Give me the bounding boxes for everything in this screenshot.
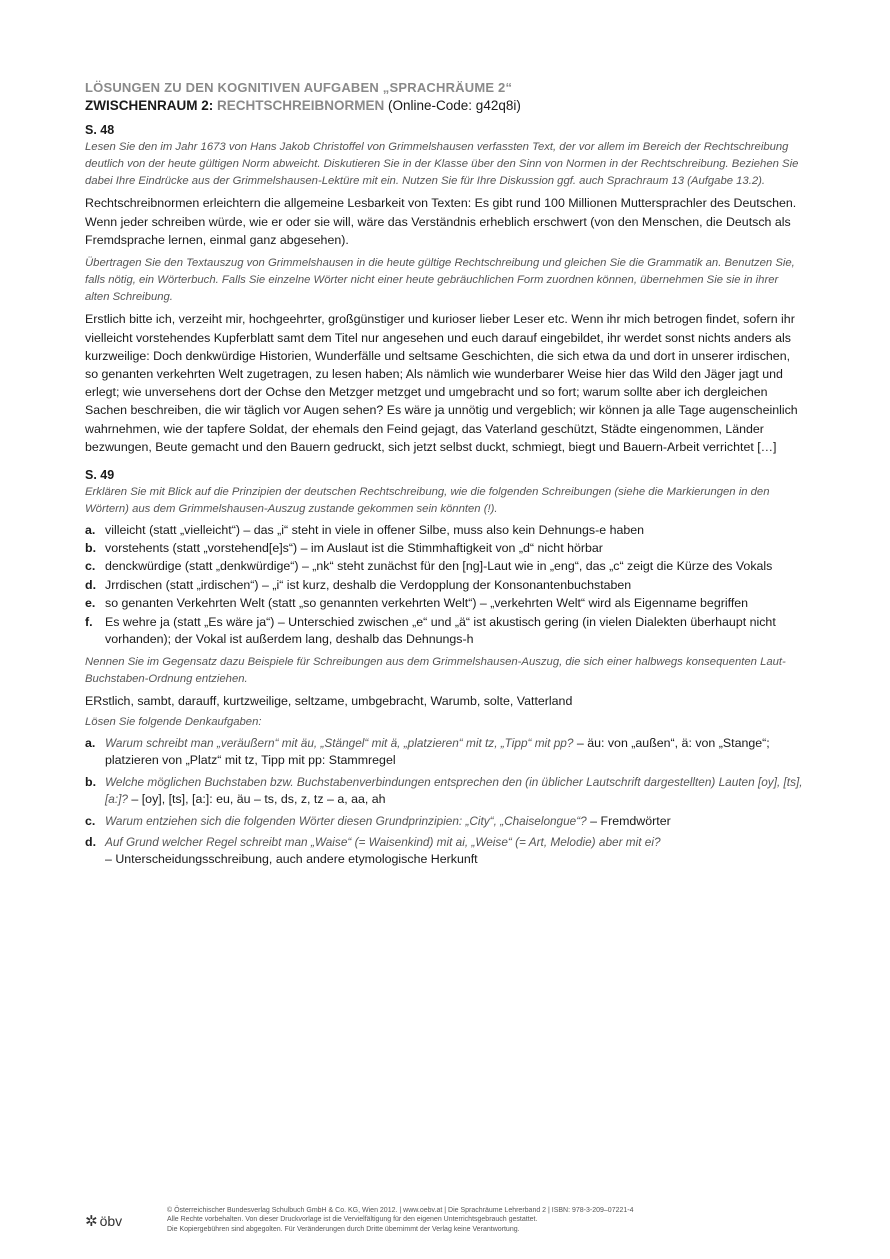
- task-item: [85, 774, 805, 809]
- list-item-label: d.: [85, 577, 97, 592]
- list-item-label: b.: [85, 541, 97, 556]
- list-item-label: c.: [85, 559, 96, 574]
- task-instruction: Erklären Sie mit Blick auf die Prinzipien der deutschen Rechtschreibung, wie die folgenden Schreibungen (siehe die Markierungen in den Wörtern) aus dem Grimmelshausen-Auszug zustande gekommen sein könnten (!).: [85, 486, 770, 515]
- list-item: [85, 614, 805, 649]
- list-item-text: Es wehre ja (statt „Es wäre ja“) – Unterschied zwischen „e“ und „ä“ ist akustisch gering (in vielen Dialekten überhaupt nicht vorhanden); der Vokal ist außerdem lang, deshalb das Dehnungs-h: [105, 614, 776, 647]
- list-item-text: denckwürdige (statt „denkwürdige“) – „nk“ steht zunächst für den [ng]-Laut wie in „eng“, das „c“ zeigt die Kürze des Vokals: [105, 559, 773, 574]
- list-item-text: Jrrdischen (statt „irdischen“) – „i“ ist kurz, deshalb die Verdopplung der Konsonantenbuchstaben: [105, 577, 632, 592]
- task-instruction: Nennen Sie im Gegensatz dazu Beispiele für Schreibungen aus dem Grimmelshausen-Auszug, die sich einer halbwegs konsequenten Laut-Buchstaben-Ordnung entziehen.: [85, 656, 786, 686]
- publisher-logo: [85, 1212, 122, 1230]
- task-question: Welche möglichen Buchstaben bzw. Buchstabenverbindungen entsprechen den (in üblicher Lautschrift dargestellten) Lauten [oy], [ts], [a:]?: [105, 774, 803, 807]
- task-question: Warum schreibt man „veräußern“ mit äu, „Stängel“ mit ä, „platzieren“ mit tz, „Tipp“ mit pp?: [105, 736, 574, 751]
- list-item: [85, 522, 805, 539]
- task-item: [85, 735, 805, 770]
- copyright-line: Alle Rechte vorbehalten. Von dieser Druckvorlage ist die Vervielfältigung für den eigenen Unterrichtsgebrauch gestattet.: [167, 1216, 538, 1224]
- answer-text: ERstlich, sambt, darauff, kurtzweilige, seltzame, umbgebracht, Warumb, solte, Vatterland: [85, 694, 573, 709]
- task-answer: – [oy], [ts], [a:]: eu, äu – ts, ds, z, tz – a, aa, ah: [127, 792, 386, 807]
- task-label: c.: [85, 813, 96, 828]
- answer-text: Rechtschreibnormen erleichtern die allgemeine Lesbarkeit von Texten: Es gibt rund 100 Millionen Muttersprachler des Deutschen. Wenn jeder schreiben würde, wie er oder sie will, wäre das Verständnis erheblich erschwert (von den Menschen, die Deutsch als Fremdsprache lernen, einmal ganz abgesehen).: [85, 196, 797, 247]
- document-page: [85, 80, 805, 875]
- list-item: [85, 540, 805, 557]
- task-instruction: Lesen Sie den im Jahr 1673 von Hans Jakob Christoffel von Grimmelshausen verfassten Text, der vor allem im Bereich der Rechtschreibung deutlich von der heute gültigen Norm abweicht. Diskutieren Sie in der Klasse über den Sinn von Normen in der Rechtschreibung. Beziehen Sie dabei Ihre Eindrücke aus der Grimmelshausen-Lektüre mit ein. Nutzen Sie für Ihre Diskussion ggf. auch Sprachraum 13 (Aufgabe 13.2).: [85, 141, 799, 187]
- list-item: [85, 595, 805, 612]
- task-answer: – Fremdwörter: [586, 813, 671, 828]
- section-title-topic: RECHTSCHREIBNORMEN: [217, 98, 385, 113]
- task-answer: – Unterscheidungsschreibung, auch andere etymologische Herkunft: [105, 852, 478, 867]
- task-item: [85, 834, 805, 869]
- copyright-line: Die Kopiergebühren sind abgegolten. Für Veränderungen durch Dritte übernimmt der Verlag keine Verantwortung.: [167, 1225, 520, 1233]
- task-instruction: Lösen Sie folgende Denkaufgaben:: [85, 716, 262, 729]
- list-item-text: vorstehents (statt „vorstehend[e]s“) – im Auslaut ist die Stimmhaftigkeit von „d“ nicht hörbar: [105, 541, 603, 556]
- section-title-prefix: ZWISCHENRAUM 2:: [85, 98, 217, 113]
- task-question: Auf Grund welcher Regel schreibt man „Waise“ (= Waisenkind) mit ai, „Weise“ (= Art, Melodie) aber mit ei?: [105, 835, 661, 850]
- document-kicker: LÖSUNGEN ZU DEN KOGNITIVEN AUFGABEN „SPRACHRÄUME 2“: [85, 80, 513, 95]
- page-ref-48: S. 48: [85, 123, 115, 137]
- list-item-label: f.: [85, 614, 93, 629]
- copyright-notice: [167, 1206, 634, 1234]
- page-footer: [85, 1206, 805, 1246]
- task-label: b.: [85, 774, 97, 789]
- list-item-text: villeicht (statt „vielleicht“) – das „i“ steht in viele in offener Silbe, muss also kein Dehnungs-e haben: [105, 522, 645, 537]
- list-item-text: so genanten Verkehrten Welt (statt „so genannten verkehrten Welt“) – „verkehrten Welt“ wird als Eigenname begriffen: [105, 596, 749, 611]
- task-item: [85, 813, 805, 830]
- publisher-logo-text: öbv: [99, 1213, 123, 1229]
- task-question: Warum entziehen sich die folgenden Wörter diesen Grundprinzipien: „City“, „Chaiselongue“?: [105, 813, 587, 828]
- page-ref-49: S. 49: [85, 468, 115, 483]
- oebv-star-icon: ✲: [85, 1213, 98, 1230]
- list-item: [85, 577, 805, 594]
- task-label: a.: [85, 736, 96, 751]
- answer-text: Erstlich bitte ich, verzeiht mir, hochgeehrter, großgünstiger und kurioser lieber Leser etc. Wenn ihr mich betrogen findet, sofern ihr vielleicht vorstehendes Kupferblatt samt dem Titel nur angesehen und euch darauf eingebildet, ihr werdet sonst nichts anders als kurzweilige: Doch denkwürdige Historien, Wunderfälle und seltsame Geschichten, die sich etwa da und dort in unserer irdischen, so genanten verkehrten Welt zugetragen, zu lesen haben; Als nämlich wie wunderbarer Weise hier das Wild den Jäger jagt und erlegt; wie unversehens dort der Ochse den Metzger metzget und umgebracht und so fort; warum sollte aber ich dergleichen Sachen beschreiben, die wir täglich vor Augen sehen? Es wäre ja unnötig und vergeblich; wir können ja alle Tage augenscheinlich wahrnehmen, wie der tapfere Soldat, der ehemals den Feind gejagt, das Vaterland geschützt, Städte eingenommen, Länder bezwungen, Beute gemacht und den Bauern gedruckt, sich jetzt selbst duckt, schmiegt, biegt und Bauern-Arbeit verrichtet […]: [85, 312, 798, 454]
- copyright-line: © Österreichischer Bundesverlag Schulbuch GmbH & Co. KG, Wien 2012. | www.oebv.at | Die Sprachräume Lehrerband 2 | ISBN: 978-3-209–07221-4: [167, 1207, 634, 1214]
- section-title: [85, 98, 805, 113]
- spelling-explanation-list: [85, 522, 805, 649]
- task-answer: – äu: von „außen“, ä: von „Stange“; platzieren von „Platz“ mit tz, Tipp mit pp: Stammregel: [105, 736, 770, 768]
- online-code: (Online-Code: g42q8i): [384, 98, 521, 113]
- task-label: d.: [85, 835, 97, 850]
- thinking-tasks-list: [85, 735, 805, 869]
- list-item: [85, 558, 805, 575]
- list-item-label: e.: [85, 596, 96, 611]
- task-instruction: Übertragen Sie den Textauszug von Grimmelshausen in die heute gültige Rechtschreibung und gleichen Sie die Grammatik an. Benutzen Sie, falls nötig, ein Wörterbuch. Falls Sie einzelne Wörter nicht einer heute gebräuchlichen Form zuordnen können, übernehmen Sie sie in ihrer alten Schreibung.: [85, 257, 795, 303]
- list-item-label: a.: [85, 522, 96, 537]
